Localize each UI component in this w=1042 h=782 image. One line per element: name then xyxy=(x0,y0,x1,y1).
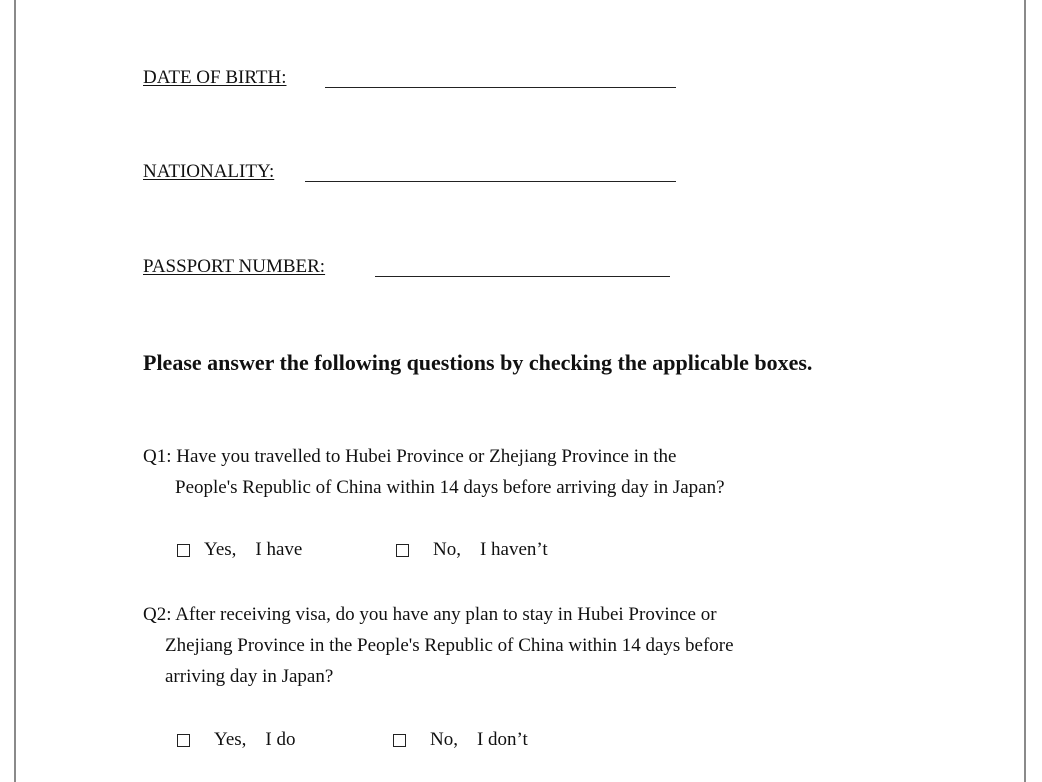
q2-yes-option[interactable] xyxy=(177,729,295,751)
date-of-birth-field[interactable] xyxy=(143,67,286,89)
nationality-label: NATIONALITY: xyxy=(143,161,275,182)
question-1 xyxy=(143,441,923,503)
q1-no-label: No, I haven’t xyxy=(433,539,548,560)
page-border-right xyxy=(1024,0,1026,782)
question-2-line-3: arriving day in Japan? xyxy=(165,666,334,687)
q1-no-option[interactable] xyxy=(396,539,548,561)
nationality-input-line[interactable] xyxy=(305,181,676,182)
q1-yes-option[interactable] xyxy=(177,539,302,561)
q2-yes-label: Yes, I do xyxy=(214,729,296,750)
date-of-birth-label: DATE OF BIRTH: xyxy=(143,67,287,88)
q1-no-checkbox[interactable] xyxy=(396,544,409,557)
question-2-line-1: Q2: After receiving visa, do you have any plan to stay in Hubei Province or xyxy=(143,604,717,625)
passport-number-input-line[interactable] xyxy=(375,276,670,277)
q2-no-label: No, I don’t xyxy=(430,729,528,750)
date-of-birth-input-line[interactable] xyxy=(325,87,676,88)
question-2-line-2: Zhejiang Province in the People's Republic of China within 14 days before xyxy=(165,635,734,656)
q2-no-checkbox[interactable] xyxy=(393,734,406,747)
q2-no-option[interactable] xyxy=(393,729,528,751)
q2-yes-checkbox[interactable] xyxy=(177,734,190,747)
question-1-line-1: Q1: Have you travelled to Hubei Province or Zhejiang Province in the xyxy=(143,446,677,467)
question-1-line-2: People's Republic of China within 14 days before arriving day in Japan? xyxy=(175,477,725,498)
page-border-left xyxy=(14,0,16,782)
q1-yes-label: Yes, I have xyxy=(204,539,303,560)
instruction-heading: Please answer the following questions by checking the applicable boxes. xyxy=(143,350,813,375)
q1-yes-checkbox[interactable] xyxy=(177,544,190,557)
question-2 xyxy=(143,599,923,692)
nationality-field[interactable] xyxy=(143,161,274,183)
passport-number-field[interactable] xyxy=(143,256,325,278)
passport-number-label: PASSPORT NUMBER: xyxy=(143,256,326,277)
